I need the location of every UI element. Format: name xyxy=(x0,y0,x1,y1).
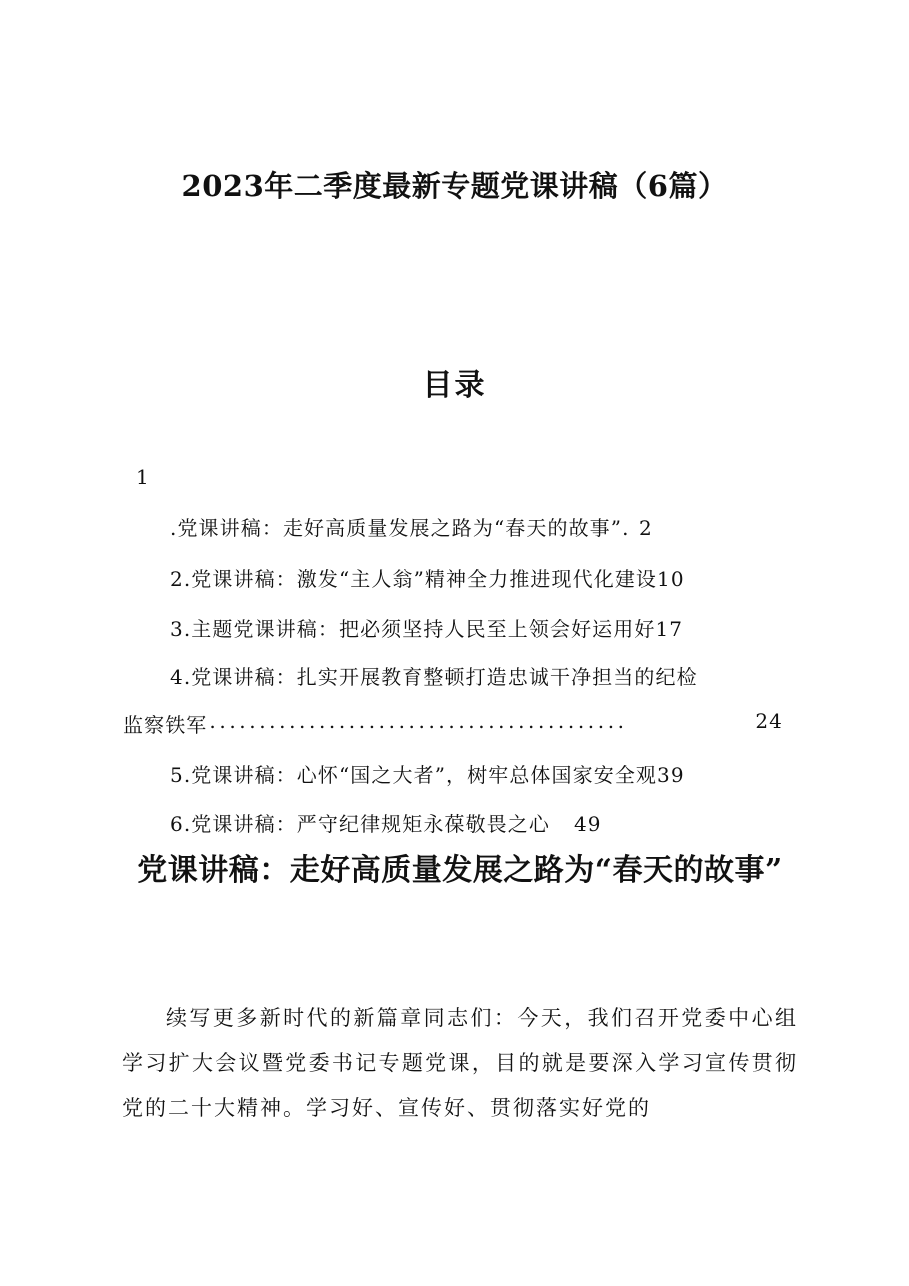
toc-dot-leader: .......................................... xyxy=(209,709,628,733)
body-paragraph: 续写更多新时代的新篇章同志们：今天，我们召开党委中心组学习扩大会议暨党委书记专题党课，目的就是要深入学习宣传贯彻党的二十大精神。学习好、宣传好、贯彻落实好党的 xyxy=(122,1006,798,1120)
toc-heading: 目录 xyxy=(422,368,487,403)
toc-entry-text: 6.党课讲稿：严守纪律规矩永葆敬畏之心 xyxy=(170,812,550,836)
toc-entry-5[interactable] xyxy=(170,759,685,788)
toc-entry-text: 2.党课讲稿：激发“主人翁”精神全力推进现代化建设 xyxy=(170,567,658,591)
toc-entry-4-continued[interactable] xyxy=(123,709,783,738)
toc-entry-2[interactable] xyxy=(170,563,685,592)
toc-entry-page: 39 xyxy=(657,763,685,787)
toc-entry-page: 2 xyxy=(639,516,653,540)
toc-entry-text: .党课讲稿：走好高质量发展之路为“春天的故事”. xyxy=(170,516,630,540)
toc-entry-text: 5.党课讲稿：心怀“国之大者”，树牢总体国家安全观 xyxy=(170,763,658,787)
toc-entry-text-continued: 监察铁军 xyxy=(123,713,208,737)
document-title: 2023年二季度最新专题党课讲稿（6篇） xyxy=(181,169,728,203)
toc-entry-text: 4.党课讲稿：扎实开展教育整顿打造忠诚干净担当的纪检 xyxy=(170,665,698,689)
toc-entry-page: 17 xyxy=(655,617,684,641)
toc-entry-4[interactable] xyxy=(170,661,698,690)
toc-entry-page: 10 xyxy=(657,567,685,591)
toc-entry-text: 3.主题党课讲稿：把必须坚持人民至上领会好运用好 xyxy=(170,617,656,641)
toc-entry-6[interactable] xyxy=(170,808,602,837)
toc-entry-page: 24 xyxy=(755,709,783,733)
toc-entry-page: 49 xyxy=(573,812,602,836)
toc-entry-1[interactable] xyxy=(170,512,653,541)
section-title: 党课讲稿：走好高质量发展之路为“春天的故事” xyxy=(137,853,783,888)
toc-entry-3[interactable] xyxy=(170,613,683,642)
toc-orphan-number: 1 xyxy=(136,465,149,489)
